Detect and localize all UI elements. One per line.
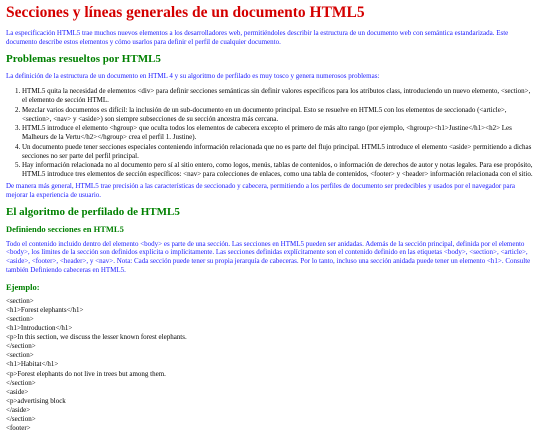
code-line: </aside> xyxy=(6,405,31,414)
code-line: </section> xyxy=(6,378,36,387)
intro-paragraph: La especificación HTML5 trae muchos nuevos elementos a los desarrolladores web, permitiéndoles describir la estructura de un documento web con semántica estandarizada. Este documento describe estos elementos y cómo usarlos para definir el perfil de cualquier documento. xyxy=(6,28,509,46)
sections-paragraph: Todo el contenido incluido dentro del elemento <body> es parte de una sección. Las secciones en HTML5 pueden ser anidadas. Además de la sección principal, definida por el elemento <body>, los límites de la sección son definidos explícita o implícitamente. Las secciones definidas explícitamente son el contenido definido en las etiquetas <body>, <section>, <article>, <aside>, <footer>, <header>, y <nav>. Nota: Cada sección puede tener su propia jerarquía de cabeceras. Por lo tanto, incluso una sección anidada puede tener un elemento <h1>. Consulte también Definiendo cabeceras en HTML5. xyxy=(6,239,531,274)
code-example xyxy=(6,297,534,433)
code-line: <h1>Habitat</h1> xyxy=(6,360,59,369)
code-line: </section> xyxy=(6,342,36,351)
algorithm-heading: El algoritmo de perfilado de HTML5 xyxy=(6,206,180,219)
code-line: <section> xyxy=(6,296,34,305)
code-line: <p>Forest elephants do not live in trees but among them. xyxy=(6,369,166,378)
code-line: <p>advertising block xyxy=(6,396,66,405)
list-item: 3. HTML5 introduce el elemento <hgroup> que oculta todos los elementos de cabecera excepto el primero de más alto rango (por ejemplo, <hgroup><h1>Justine</h1><h2> Les Malheurs de la Vertu</h2></hgroup> crea el perfil 1. Justine). xyxy=(22,124,534,142)
problems-list xyxy=(6,87,534,179)
problems-heading: Problemas resueltos por HTML5 xyxy=(6,53,161,66)
list-item: 5. Hay información relacionada no al documento pero sí al sitio entero, como logos, menús, tablas de contenidos, o información de derechos de autor y notas legales. Para ese propósito, HTML5 introduce tres elementos de sección específicos: <nav> para colecciones de enlaces, como una tabla de contenidos, <footer> y <header> información relacionada con el sitio. xyxy=(22,161,534,179)
sections-subheading: Definiendo secciones en HTML5 xyxy=(6,224,124,235)
problems-closing: De manera más general, HTML5 trae precisión a las características de seccionado y cabecera, permitiendo a los perfiles de documento ser predecibles y usados por el navegador para mejorar la experiencia de usuario. xyxy=(6,181,516,199)
page-title: Secciones y líneas generales de un documento HTML5 xyxy=(6,4,365,21)
code-line: <section> xyxy=(6,351,34,360)
list-item: 4. Un documento puede tener secciones especiales conteniendo información relacionada que no es parte del flujo principal. HTML5 introduce el elemento <aside> permitiendo a dichas secciones no ser parte del perfil principal. xyxy=(22,143,534,161)
code-line: <aside> xyxy=(6,387,29,396)
list-item: 2. Mezclar varios documentos es difícil: la inclusión de un sub-documento en un documento principal. Esto se resuelve en HTML5 con los elementos de seccionado (<article>, <section>, <nav> y <aside>) son siempre subsecciones de su sección ancestra más cercana. xyxy=(22,106,534,124)
example-heading: Ejemplo: xyxy=(6,281,40,292)
code-line: <footer> xyxy=(6,424,31,433)
code-line: <h1>Introduction</h1> xyxy=(6,324,73,333)
code-line: <p>In this section, we discuss the lesser known forest elephants. xyxy=(6,333,187,342)
code-line: <section> xyxy=(6,315,34,323)
problems-lead: La definición de la estructura de un documento en HTML 4 y su algoritmo de perfilado es muy tosco y genera numerosos problemas: xyxy=(6,71,380,80)
code-line: </section> xyxy=(6,415,36,424)
list-item: 1. HTML5 quita la necesidad de elementos <div> para definir secciones semánticas sin definir valores específicos para los atributos class, introduciendo un nuevo elemento, <section>, el elemento de sección HTML. xyxy=(22,87,534,105)
code-line: <h1>Forest elephants</h1> xyxy=(6,305,84,314)
